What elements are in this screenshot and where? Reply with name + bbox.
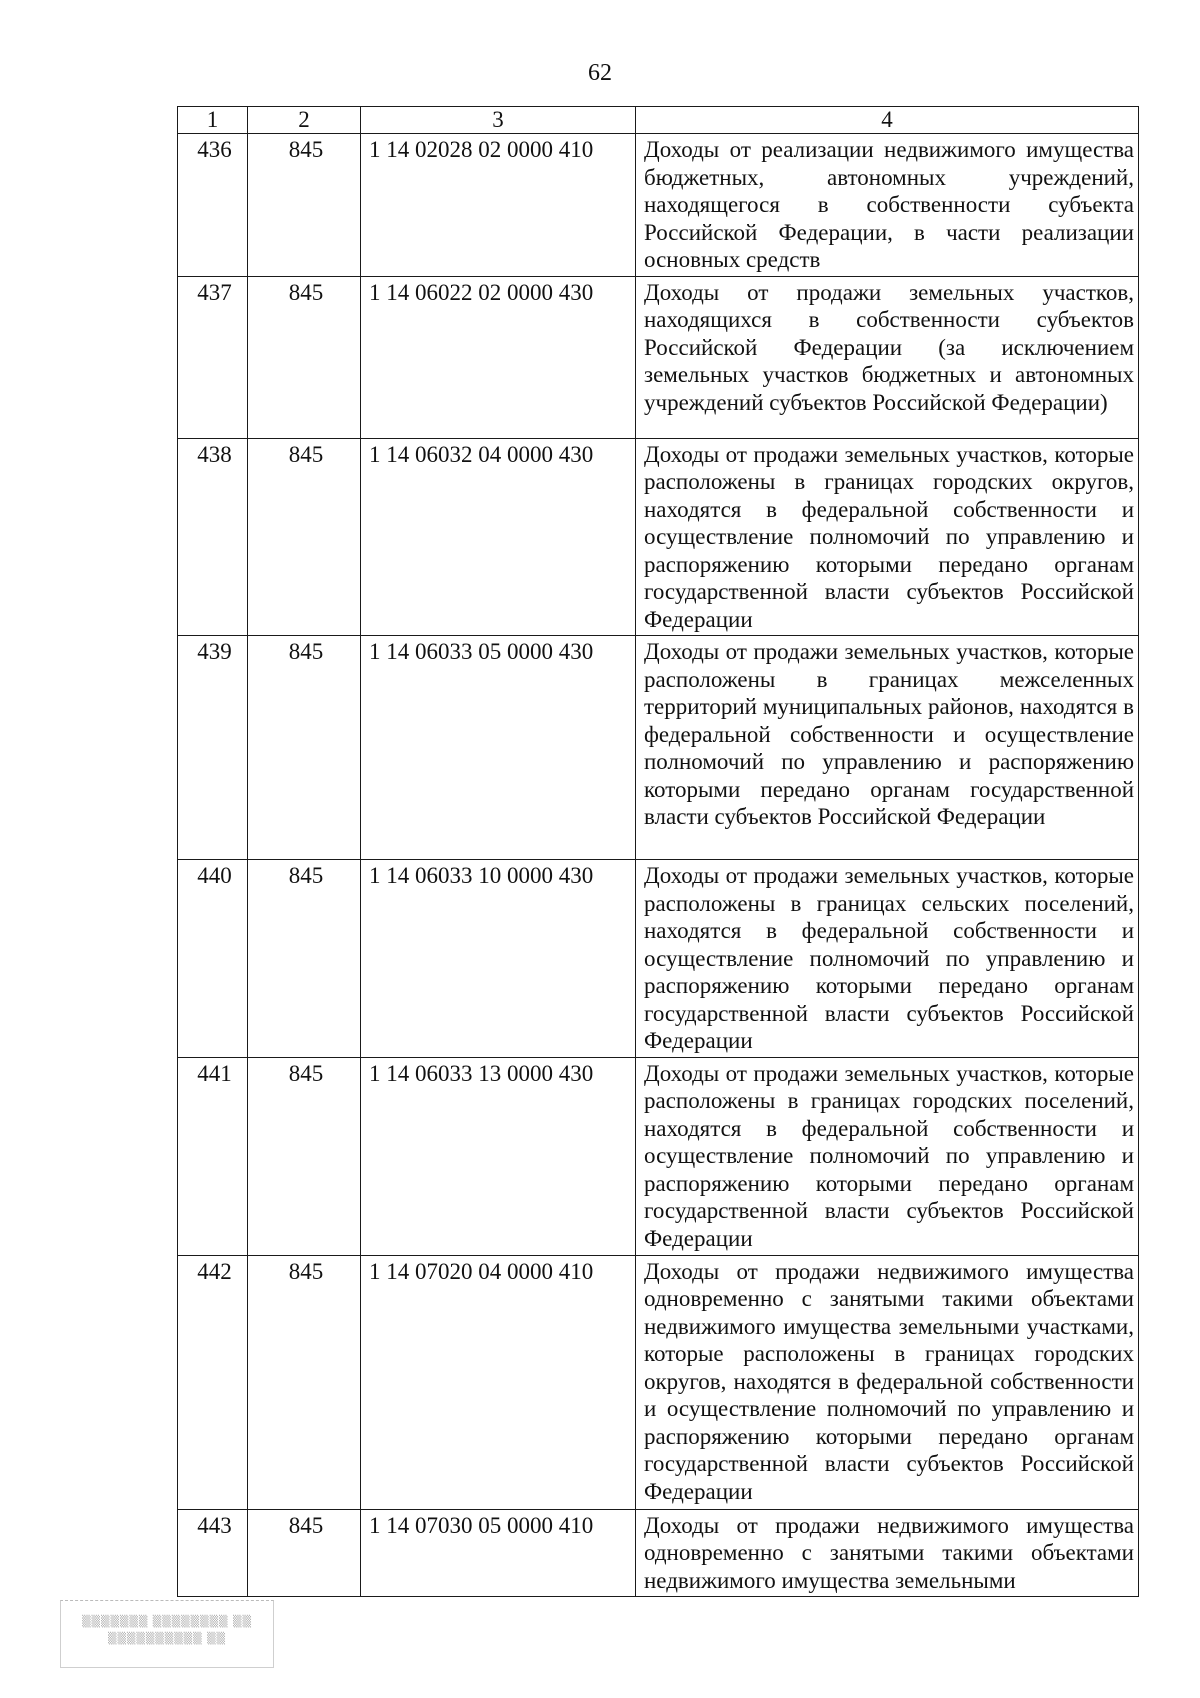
table-row	[178, 1057, 1139, 1255]
table-row	[178, 860, 1139, 1058]
table-row	[178, 636, 1139, 860]
administrator-code: 845	[248, 1057, 361, 1255]
revenue-code: 1 14 06032 04 0000 430	[361, 438, 636, 636]
row-number: 436	[178, 134, 248, 277]
column-header-1: 1	[178, 107, 248, 134]
page-number: 62	[588, 60, 612, 86]
administrator-code: 845	[248, 1509, 361, 1597]
row-number: 437	[178, 276, 248, 438]
revenue-code: 1 14 06033 10 0000 430	[361, 860, 636, 1058]
revenue-code: 1 14 02028 02 0000 410	[361, 134, 636, 277]
table-row	[178, 276, 1139, 438]
row-number: 443	[178, 1509, 248, 1597]
revenue-description: Доходы от продажи недвижимого имущества одновременно с занятыми такими объектами недвижимого имущества земельными	[636, 1509, 1139, 1597]
revenue-description: Доходы от реализации недвижимого имущества бюджетных, автономных учреждений, находящегося в собственности субъекта Российской Федерации, в части реализации основных средств	[636, 134, 1139, 277]
administrator-code: 845	[248, 636, 361, 860]
column-header-2: 2	[248, 107, 361, 134]
row-number: 442	[178, 1255, 248, 1509]
revenue-code: 1 14 06033 13 0000 430	[361, 1057, 636, 1255]
revenue-description: Доходы от продажи земельных участков, которые расположены в границах городских поселений, находятся в федеральной собственности и осуществление полномочий по управлению и распоряжению которыми передано органам государственной власти субъектов Российской Федерации	[636, 1057, 1139, 1255]
administrator-code: 845	[248, 134, 361, 277]
revenue-codes-table	[177, 106, 1139, 1597]
row-number: 438	[178, 438, 248, 636]
administrator-code: 845	[248, 438, 361, 636]
revenue-description: Доходы от продажи земельных участков, находящихся в собственности субъектов Российской Федерации (за исключением земельных участков бюджетных и автономных учреждений субъектов Российской Федерации)	[636, 276, 1139, 438]
table-row	[178, 1509, 1139, 1597]
row-number: 441	[178, 1057, 248, 1255]
revenue-description: Доходы от продажи земельных участков, которые расположены в границах межселенных территорий муниципальных районов, находятся в федеральной собственности и осуществление полномочий по управлению и распоряжению которыми передано органам государственной власти субъектов Российской Федерации	[636, 636, 1139, 860]
revenue-code: 1 14 06033 05 0000 430	[361, 636, 636, 860]
revenue-description: Доходы от продажи недвижимого имущества одновременно с занятыми такими объектами недвижимого имущества земельными участками, которые расположены в границах городских округов, находятся в федеральной собственности и осуществление полномочий по управлению и распоряжению которыми передано органам государственной власти субъектов Российской Федерации	[636, 1255, 1139, 1509]
table-header-row	[178, 107, 1139, 134]
revenue-code: 1 14 06022 02 0000 430	[361, 276, 636, 438]
revenue-code: 1 14 07020 04 0000 410	[361, 1255, 636, 1509]
administrator-code: 845	[248, 860, 361, 1058]
row-number: 439	[178, 636, 248, 860]
faded-stamp: ▒▒▒▒▒▒▒ ▒▒▒▒▒▒▒▒ ▒▒ ▒▒▒▒▒▒▒▒▒▒ ▒▒	[60, 1600, 274, 1668]
administrator-code: 845	[248, 276, 361, 438]
column-header-4: 4	[636, 107, 1139, 134]
revenue-description: Доходы от продажи земельных участков, которые расположены в границах сельских поселений, находятся в федеральной собственности и осуществление полномочий по управлению и распоряжению которыми передано органам государственной власти субъектов Российской Федерации	[636, 860, 1139, 1058]
revenue-code: 1 14 07030 05 0000 410	[361, 1509, 636, 1597]
table-row	[178, 1255, 1139, 1509]
administrator-code: 845	[248, 1255, 361, 1509]
table-row	[178, 134, 1139, 277]
column-header-3: 3	[361, 107, 636, 134]
revenue-description: Доходы от продажи земельных участков, которые расположены в границах городских округов, находятся в федеральной собственности и осуществление полномочий по управлению и распоряжению которыми передано органам государственной власти субъектов Российской Федерации	[636, 438, 1139, 636]
row-number: 440	[178, 860, 248, 1058]
table-row	[178, 438, 1139, 636]
